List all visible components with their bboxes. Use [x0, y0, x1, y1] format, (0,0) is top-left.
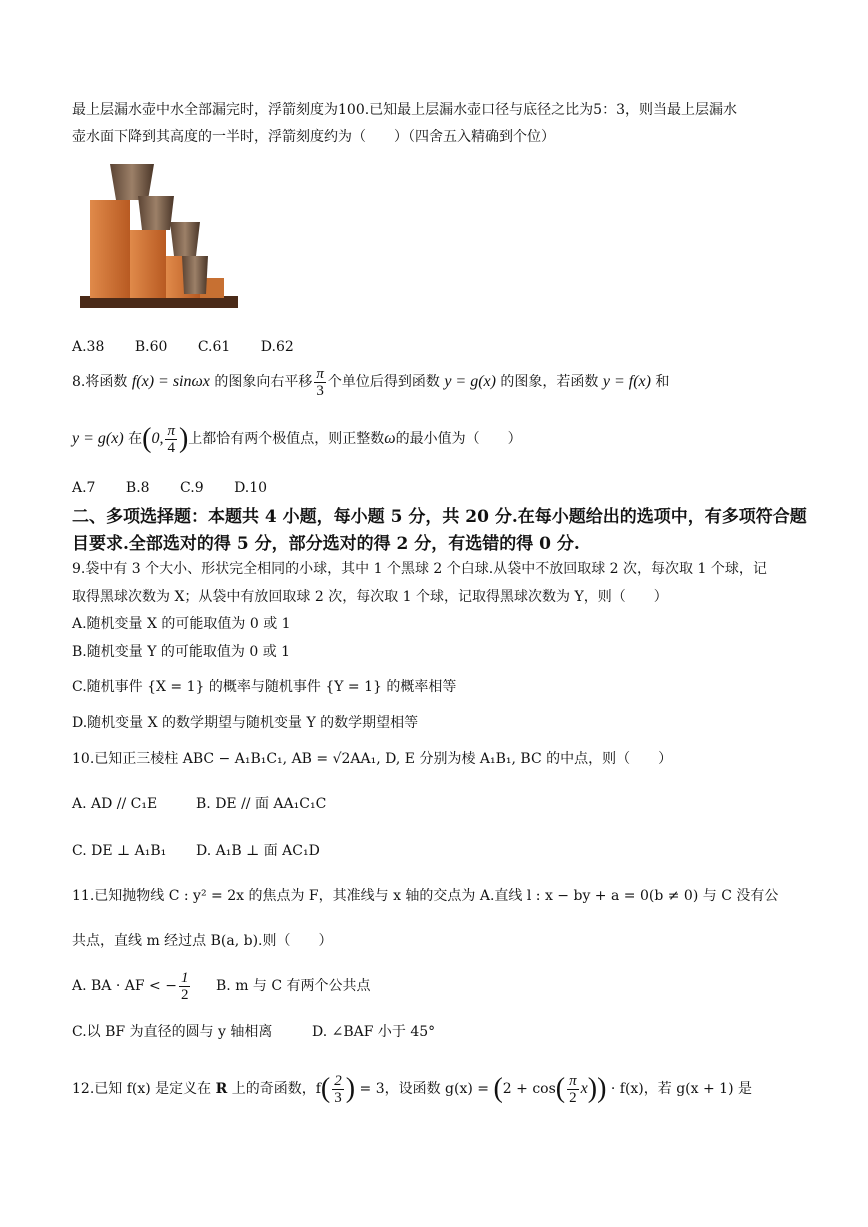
q12-real-set: R: [215, 1081, 228, 1097]
q8-yg: y = g(x): [72, 430, 124, 447]
q8-shift-num: π: [316, 365, 324, 382]
q10-stem: 10.已知正三棱柱 ABC − A₁B₁C₁, AB = √2AA₁, D, E 分别为棱 A₁B₁, BC 的中点，则（ ）: [72, 751, 673, 767]
q8-text-h: 的最小值为（ ）: [395, 431, 522, 447]
q8-paren-open: (: [142, 423, 152, 454]
water-clock-illustration: [72, 160, 244, 320]
q8-shift-fraction: [314, 366, 326, 399]
q12-cos-fraction: [567, 1073, 579, 1106]
q12-x: x: [580, 1080, 588, 1097]
q8-interval-fraction: [165, 423, 177, 456]
q11-option-a[interactable]: [72, 966, 216, 1006]
q12-arg-num: 2: [334, 1072, 342, 1089]
q11-stem-line2: 共点，直线 m 经过点 B(a, b).则（ ）: [72, 933, 333, 949]
q9-option-d[interactable]: D.随机变量 X 的数学期望与随机变量 Y 的数学期望相等: [72, 715, 419, 731]
q8-g-def: y = g(x): [444, 373, 496, 390]
q12-arg-fraction: [332, 1073, 344, 1106]
q12-text-b: 上的奇函数，f: [227, 1081, 321, 1097]
q8-text-b: 的图象向右平移: [209, 374, 313, 390]
q9-option-a[interactable]: A.随机变量 X 的可能取值为 0 或 1: [72, 616, 291, 632]
q10-option-b[interactable]: B. DE // 面 AA₁C₁C: [196, 796, 327, 812]
q8-stem-line1: [72, 365, 669, 399]
q12-cos-den: 2: [569, 1089, 577, 1106]
q8-option-a[interactable]: A.7: [72, 480, 96, 496]
q10-options-row1: [72, 793, 326, 815]
q8-interval-den: 4: [167, 439, 175, 456]
section2-heading-line1: 二、多项选择题：本题共 4 小题，每小题 5 分，共 20 分.在每小题给出的选项中，有多项符合题: [72, 507, 807, 527]
q11-option-b[interactable]: B. m 与 C 有两个公共点: [216, 978, 371, 994]
q12-arg-den: 3: [334, 1089, 342, 1106]
q12-stem: [72, 1068, 752, 1110]
q11-option-a-text: A. BA · AF < −: [72, 978, 177, 994]
q11-option-a-den: 2: [180, 986, 189, 1003]
q12-text-c: = 3，设函数 g(x) =: [355, 1081, 494, 1097]
q12-paren-open-1: (: [320, 1073, 331, 1104]
q7-stem-line2: 壶水面下降到其高度的一半时，浮箭刻度约为（ ）（四舍五入精确到个位）: [72, 129, 555, 145]
q8-text-e: 和: [650, 374, 670, 390]
q9-option-c[interactable]: C.随机事件 {X = 1} 的概率与随机事件 {Y = 1} 的概率相等: [72, 679, 457, 695]
water-clock-figure: [72, 160, 244, 320]
q8-option-b[interactable]: B.8: [125, 480, 150, 496]
q7-stem-line1: 最上层漏水壶中水全部漏完时，浮箭刻度为100.已知最上层漏水壶口径与底径之比为5：3，则当最上层漏水: [72, 102, 737, 118]
q12-paren-close-3: ): [587, 1073, 598, 1104]
q11-options-row1: [72, 966, 371, 1006]
q8-paren-close: ): [178, 423, 189, 454]
q8-omega: ω: [384, 430, 396, 447]
q8-options: [72, 477, 293, 499]
q8-interval-num: π: [167, 422, 175, 439]
q10-option-a[interactable]: A. AD // C₁E: [72, 796, 158, 812]
q12-paren-close-1: ): [345, 1073, 356, 1104]
q12-text-f: · f(x)，若 g(x + 1) 是: [606, 1081, 752, 1097]
q8-f-def: f(x) = sinωx: [131, 373, 210, 390]
q8-interval-left: 0,: [151, 430, 164, 447]
q12-text-a: 12.已知 f(x) 是定义在: [72, 1081, 216, 1097]
q7-options: [72, 336, 320, 358]
q10-option-c[interactable]: C. DE ⊥ A₁B₁: [72, 843, 167, 859]
q11-stem-line1: 11.已知抛物线 C : y² = 2x 的焦点为 F，其准线与 x 轴的交点为 A.直线 l : x − by + a = 0(b ≠ 0) 与 C 没有公: [72, 888, 779, 904]
q10-option-d[interactable]: D. A₁B ⊥ 面 AC₁D: [196, 843, 320, 859]
q11-options-row2: [72, 1021, 435, 1043]
q11-option-d[interactable]: D. ∠BAF 小于 45°: [312, 1024, 436, 1040]
q12-cos-num: π: [569, 1072, 577, 1089]
q8-shift-den: 3: [316, 382, 324, 399]
q11-option-c[interactable]: C.以 BF 为直径的圆与 y 轴相离: [72, 1024, 273, 1040]
q8-text-a: 8.将函数: [72, 374, 132, 390]
q10-options-row2: [72, 840, 320, 862]
q7-option-b[interactable]: B.60: [134, 339, 168, 355]
q12-paren-open-2: (: [493, 1073, 503, 1104]
q12-paren-open-3: (: [555, 1073, 566, 1104]
q8-text-g: 上都恰有两个极值点，则正整数: [188, 431, 385, 447]
q8-text-f: 在: [123, 431, 143, 447]
q9-option-b[interactable]: B.随机变量 Y 的可能取值为 0 或 1: [72, 644, 291, 660]
q8-option-c[interactable]: C.9: [180, 480, 204, 496]
q9-stem-line1: 9.袋中有 3 个大小、形状完全相同的小球，其中 1 个黑球 2 个白球.从袋中不放回取球 2 次，每次取 1 个球，记: [72, 561, 767, 577]
q11-option-a-num: 1: [180, 969, 189, 986]
q7-option-c[interactable]: C.61: [197, 339, 231, 355]
q8-yf: y = f(x): [602, 373, 651, 390]
q11-option-a-fraction: [179, 970, 191, 1003]
section2-heading-line2: 目要求.全部选对的得 5 分，部分选对的得 2 分，有选错的得 0 分.: [72, 534, 580, 554]
q8-text-d: 的图象，若函数: [495, 374, 603, 390]
q8-option-d[interactable]: D.10: [234, 480, 268, 496]
q8-stem-line2: [72, 420, 522, 458]
q9-stem-line2: 取得黑球次数为 X；从袋中有放回取球 2 次，每次取 1 个球，记取得黑球次数为 Y，则（ ）: [72, 589, 668, 605]
q7-option-d[interactable]: D.62: [260, 339, 294, 355]
q12-paren-close-2: ): [597, 1073, 607, 1104]
q7-option-a[interactable]: A.38: [72, 339, 105, 355]
q12-text-d: 2 + cos: [502, 1081, 556, 1097]
q8-text-c: 个单位后得到函数: [327, 374, 445, 390]
